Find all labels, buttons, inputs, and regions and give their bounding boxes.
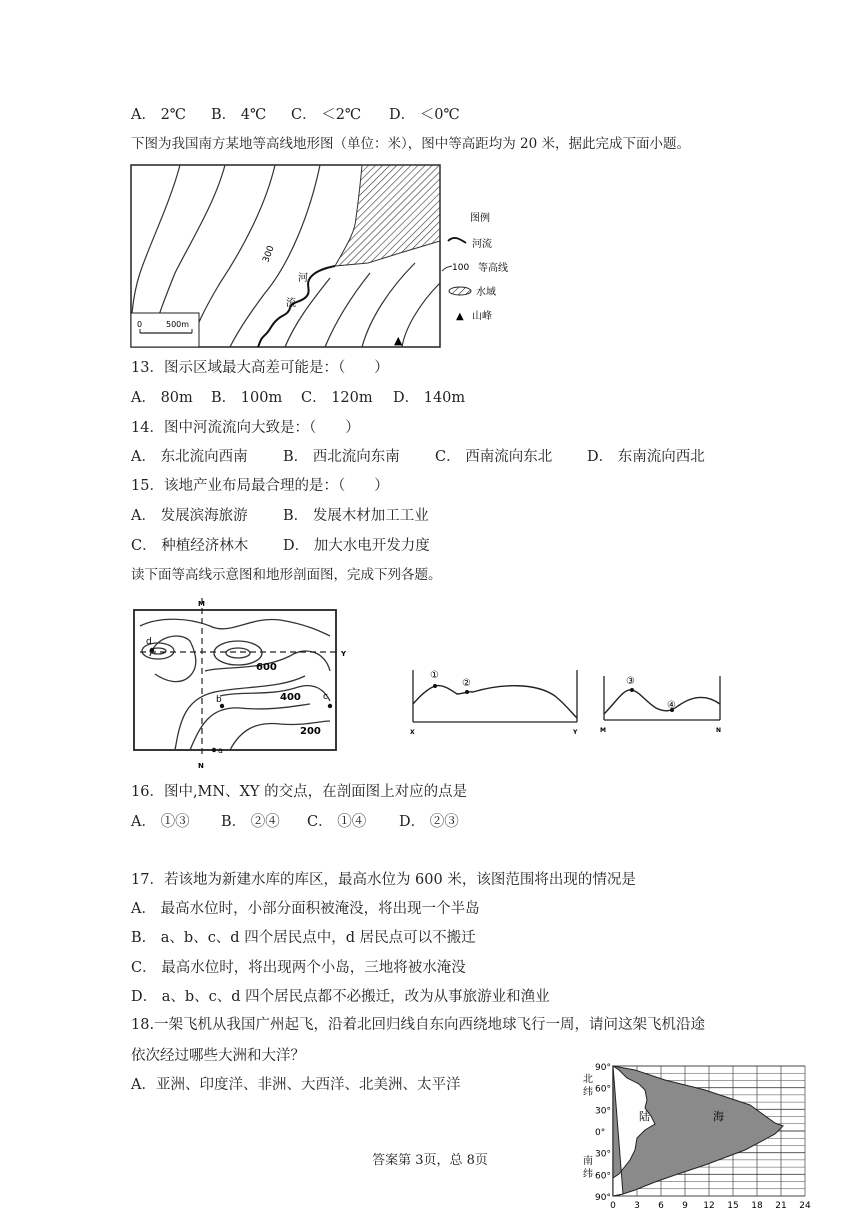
label-N: N [198, 762, 204, 770]
q16-option-a: A． ①③ [131, 814, 190, 830]
q12-option-c: C． ＜2℃ [291, 107, 362, 123]
q18-stem-1: 18.一架飞机从我国广州起飞，沿着北回归线自东向西绕地球飞行一周，请问这架飞机沿途 [131, 1017, 706, 1033]
legend-river-icon [448, 238, 466, 243]
x-tick-label: 0 [610, 1201, 616, 1210]
y-tick-label: 60° [595, 1084, 611, 1095]
river-label-1: 河 [298, 273, 308, 284]
legend-water: 水域 [476, 287, 496, 298]
x-tick-label: 24 [799, 1201, 811, 1210]
q15-option-d: D． 加大水电开发力度 [283, 538, 430, 554]
profile-MN-line [604, 690, 720, 714]
legend-title: 图例 [470, 213, 490, 224]
sea-area [335, 165, 440, 266]
legend-peak-icon: ▲ [456, 311, 464, 322]
region-label-land: 陆 [639, 1110, 650, 1123]
q16-stem: 16．图中,MN、XY 的交点，在剖面图上对应的点是 [131, 784, 468, 800]
q12-option-b: B． 4℃ [211, 107, 267, 123]
contour-600: 600 [256, 662, 277, 673]
x-tick-label: 18 [751, 1201, 763, 1210]
y-tick-label: 30° [595, 1106, 611, 1117]
contour-label-300: 300 [261, 244, 277, 265]
legend-contour-number: 100 [452, 263, 470, 273]
profile-label-Y: Y [573, 729, 578, 736]
x-tick-labels [610, 1201, 811, 1210]
point-1: ① [430, 670, 439, 681]
legend-contour: 等高线 [478, 263, 508, 274]
legend-water-icon [449, 287, 471, 295]
label-M: M [198, 600, 205, 608]
ylabel-south: 南纬 [583, 1156, 593, 1180]
y-tick-label: 90° [595, 1193, 611, 1203]
intro-13-15: 下图为我国南方某地等高线地形图（单位：米），图中等高距均为 20 米，据此完成下面小题。 [131, 136, 691, 152]
x-tick-label: 9 [682, 1201, 688, 1210]
q15-option-c: C． 种植经济林木 [131, 538, 249, 554]
y-tick-label: 90° [595, 1063, 611, 1073]
q18-stem-2: 依次经过哪些大洲和大洋？ [131, 1048, 305, 1064]
x-tick-label: 3 [634, 1201, 640, 1210]
contour-200: 200 [300, 726, 321, 737]
profile-label-M: M [600, 727, 606, 734]
q16-options [131, 812, 459, 832]
q13-option-c: C． 120m [301, 390, 373, 406]
point-3: ③ [626, 676, 635, 687]
q14-stem: 14．图中河流流向大致是：（ ） [131, 420, 360, 436]
profile-XY [405, 664, 585, 740]
q16-option-b: B． ②④ [221, 814, 280, 830]
legend-contour-icon [442, 266, 452, 271]
y-tick-labels [595, 1063, 611, 1203]
q14-option-a: A． 东北流向西南 [131, 449, 248, 465]
q17-option-a: A． 最高水位时，小部分面积被淹没，将出现一个半岛 [131, 901, 480, 917]
contour-400: 400 [280, 692, 301, 703]
q13-option-d: D． 140m [393, 390, 466, 406]
x-tick-label: 21 [775, 1201, 787, 1210]
q13-option-b: B． 100m [211, 390, 283, 406]
legend-peak: 山峰 [472, 311, 492, 322]
river-label-2: 流 [286, 298, 296, 309]
y-tick-label: 30° [595, 1149, 611, 1160]
q13-options [131, 388, 465, 408]
point-2: ② [462, 678, 471, 689]
q15-options-row1 [131, 506, 429, 526]
legend-river: 河流 [472, 239, 492, 250]
label-d: d [146, 637, 152, 647]
q15-stem: 15．该地产业布局最合理的是：（ ） [131, 478, 389, 494]
label-Y: Y [341, 650, 347, 658]
q17-option-d: D． a、b、c、d 四个居民点都不必搬迁，改为从事旅游业和渔业 [131, 989, 550, 1005]
label-a: a [218, 746, 223, 755]
q14-option-c: C． 西南流向东北 [435, 449, 553, 465]
x-tick-label: 6 [658, 1201, 664, 1210]
q12-option-a: A． 2℃ [131, 107, 187, 123]
q14-option-b: B． 西北流向东南 [283, 449, 400, 465]
q17-option-c: C． 最高水位时，将出现两个小岛，三地将被水淹没 [131, 960, 466, 976]
q15-option-b: B． 发展木材加工工业 [283, 508, 429, 524]
q16-option-c: C． ①④ [307, 814, 367, 830]
contour-map-2 [130, 596, 370, 776]
point-4: ④ [667, 700, 676, 711]
q12-option-d: D． ＜0℃ [389, 107, 460, 123]
profile-label-X: X [410, 729, 415, 736]
q15-option-a: A． 发展滨海旅游 [131, 508, 248, 524]
scale-zero: 0 [137, 320, 143, 329]
x-tick-label: 12 [703, 1201, 715, 1210]
q13-option-a: A． 80m [131, 390, 193, 406]
q14-options [131, 447, 705, 467]
y-tick-label: 0° [595, 1128, 606, 1138]
land-sea-latitude-chart [575, 1060, 815, 1210]
page-footer: 答案第 3页，总 8页 [372, 1153, 488, 1168]
peak-icon: ▲ [394, 334, 403, 347]
label-b: b [216, 695, 222, 705]
profile-XY-line [413, 686, 577, 718]
q13-stem: 13．图示区域最大高差可能是：（ ） [131, 360, 389, 376]
q16-option-d: D． ②③ [399, 814, 459, 830]
q14-option-d: D． 东南流向西北 [587, 449, 705, 465]
y-tick-label: 60° [595, 1171, 611, 1182]
contour-map-1 [130, 163, 510, 353]
q17-stem: 17．若该地为新建水库的库区，最高水位为 600 米，该图范围将出现的情况是 [131, 872, 636, 888]
q17-option-b: B． a、b、c、d 四个居民点中，d 居民点可以不搬迁 [131, 930, 476, 946]
river [258, 266, 335, 347]
q15-options-row2 [131, 536, 430, 556]
intro-16-17: 读下面等高线示意图和地形剖面图，完成下列各题。 [131, 567, 442, 583]
ylabel-north: 北纬 [583, 1074, 593, 1098]
profile-MN [596, 672, 726, 740]
profile-label-N: N [716, 727, 722, 734]
q12-options [131, 105, 460, 125]
label-c: c [323, 692, 328, 702]
x-tick-label: 15 [727, 1201, 739, 1210]
region-label-sea: 海 [713, 1110, 724, 1123]
q18-option-a: A．亚洲、印度洋、非洲、大西洋、北美洲、太平洋 [131, 1077, 461, 1093]
scale-distance: 500m [166, 320, 190, 329]
